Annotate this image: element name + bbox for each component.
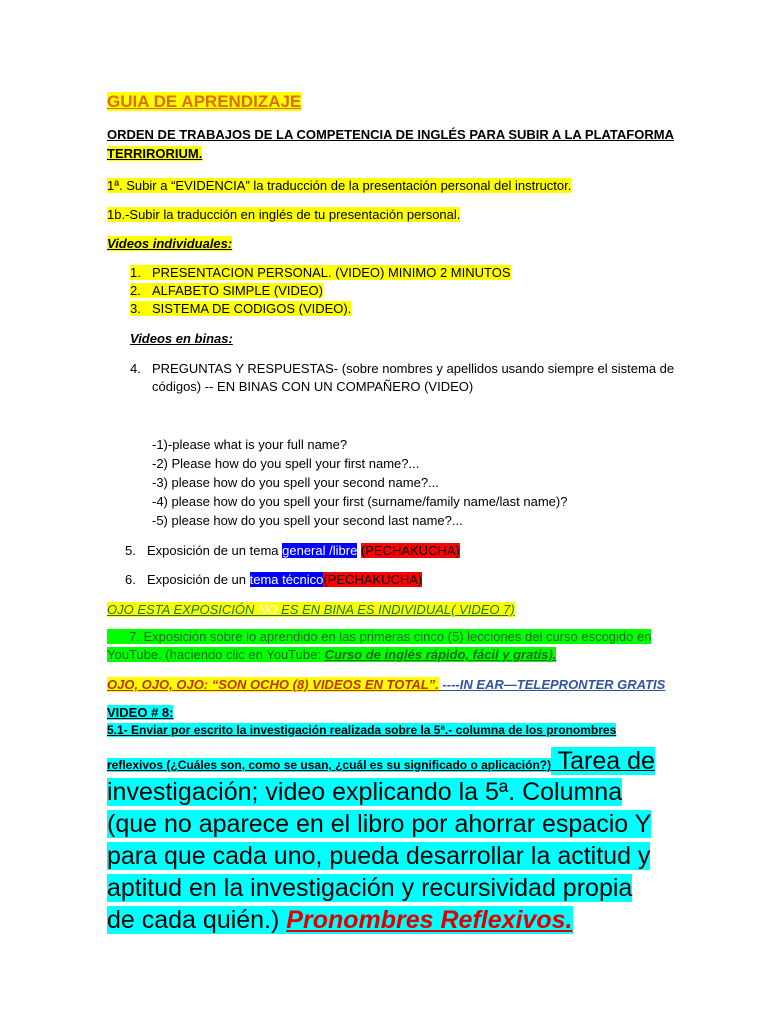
question-item: -4) please how do you spell your first (surname/family name/last name)? — [152, 494, 568, 509]
item-7-line1: 7. Exposición sobre lo aprendido en las primeras cinco (5) lecciones del curso escogido en — [107, 628, 651, 645]
item-4-line1: 4. PREGUNTAS Y RESPUESTAS- (sobre nombres y apellidos usando siempre el sistema de — [130, 361, 675, 376]
orden-heading-line1: ORDEN DE TRABAJOS DE LA COMPETENCIA DE INGLÉS PARA SUBIR A LA PLATAFORMA — [107, 127, 674, 142]
orden-heading-line2: TERRIRORIUM. — [107, 146, 203, 161]
video-8-big-line: para que cada uno, pueda desarrollar la actitud y — [107, 842, 651, 870]
video-8-big-line: aptitud en la investigación y recursividad propia — [107, 874, 633, 902]
video-8-heading: VIDEO # 8: — [107, 705, 174, 720]
item-4-line2: códigos) -- EN BINAS CON UN COMPAÑERO (VIDEO) — [152, 379, 474, 394]
question-item: -2) Please how do you spell your first name?... — [152, 456, 420, 471]
youtube-course-link[interactable]: Curso de inglés rápido, fácil y gratis). — [324, 647, 557, 662]
pronombres-reflexivos-label: Pronombres Reflexivos. — [286, 906, 573, 934]
item-1b: 1b.-Subir la traducción en inglés de tu presentación personal. — [107, 207, 461, 222]
item-7-line2: YouTube. (haciendo clic en YouTube: Curso de inglés rápido, fácil y gratis). — [107, 647, 557, 662]
question-item: -1)-please what is your full name? — [152, 437, 348, 452]
video-8-line1: 5.1- Enviar por escrito la investigación realizada sobre la 5ª.- columna de los pronombres — [107, 723, 617, 737]
question-item: -5) please how do you spell your second last name?... — [152, 513, 463, 528]
videos-binas-heading: Videos en binas: — [130, 331, 233, 346]
ojo-note-2: OJO, OJO, OJO: “SON OCHO (8) VIDEOS EN TOTAL”. ----IN EAR—TELEPRONTER GRATIS — [107, 677, 666, 692]
individual-list-item: 2. ALFABETO SIMPLE (VIDEO) — [130, 283, 323, 298]
video-8-big-line: (que no aparece en el libro por ahorrar espacio Y — [107, 810, 652, 838]
video-8-big-line: de cada quién.) Pronombres Reflexivos. — [107, 906, 573, 934]
item-1a: 1ª. Subir a “EVIDENCIA” la traducción de la presentación personal del instructor. — [107, 178, 572, 193]
video-8-line2: reflexivos (¿Cuáles son, como se usan, ¿cuál es su significado o aplicación?) Tarea de — [107, 747, 655, 775]
question-item: -3) please how do you spell your second name?... — [152, 475, 439, 490]
individual-list-item: 3. SISTEMA DE CODIGOS (VIDEO). — [130, 301, 352, 316]
video-8-big-line: investigación; video explicando la 5ª. Columna — [107, 778, 623, 806]
ojo-note-1: OJO ESTA EXPOSICIÓN NO ES EN BINA ES INDIVIDUAL( VIDEO 7) — [107, 602, 515, 617]
item-6: 6. Exposición de un tema técnico(PECHAKUCHA) — [125, 572, 423, 587]
document-title: GUIA DE APRENDIZAJE — [107, 92, 302, 111]
individual-list-item: 1. PRESENTACION PERSONAL. (VIDEO) MINIMO 2 MINUTOS — [130, 265, 511, 280]
videos-individuales-heading: Videos individuales: — [107, 236, 233, 251]
item-5: 5. Exposición de un tema general /libre (PECHAKUCHA) — [125, 543, 460, 558]
